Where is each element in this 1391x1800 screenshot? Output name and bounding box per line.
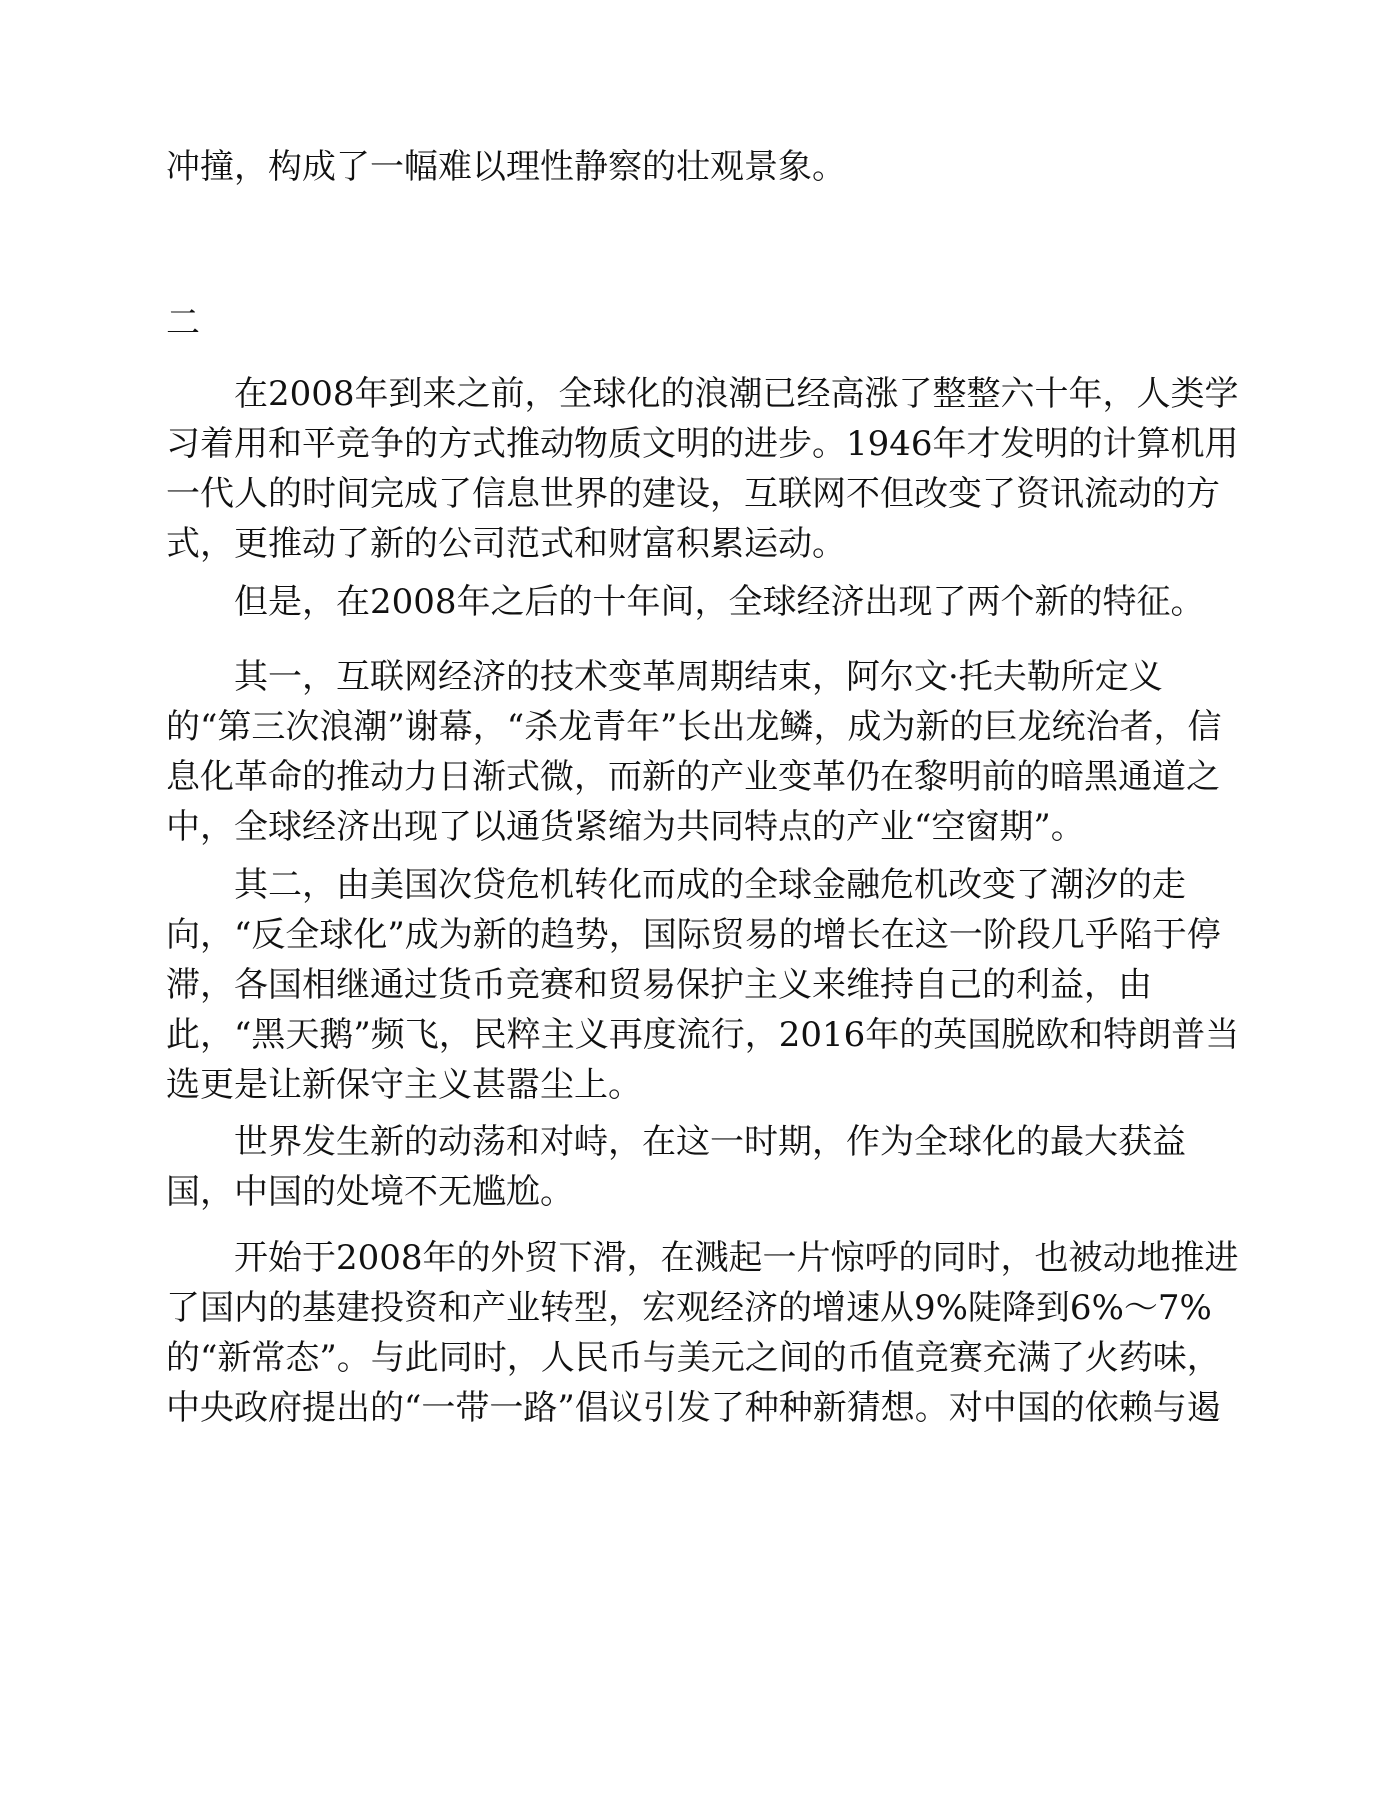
paragraph-line: 习着用和平竞争的方式推动物质文明的进步。1946年才发明的计算机用 <box>166 424 1239 464</box>
paragraph-line: 式，更推动了新的公司范式和财富积累运动。 <box>166 524 846 564</box>
paragraph-line: 了国内的基建投资和产业转型，宏观经济的增速从9%陡降到6%～7% <box>166 1288 1212 1328</box>
paragraph-line: 其一，互联网经济的技术变革周期结束，阿尔文·托夫勒所定义 <box>166 657 1163 697</box>
paragraph-line: 但是，在2008年之后的十年间，全球经济出现了两个新的特征。 <box>166 582 1205 622</box>
paragraph-line: 开始于2008年的外贸下滑，在溅起一片惊呼的同时，也被动地推进 <box>166 1238 1239 1278</box>
paragraph-3 <box>166 652 1226 852</box>
paragraph-line: 一代人的时间完成了信息世界的建设，互联网不但改变了资讯流动的方 <box>166 474 1220 514</box>
paragraph-line: 的“第三次浪潮”谢幕，“杀龙青年”长出龙鳞，成为新的巨龙统治者，信 <box>166 707 1222 747</box>
paragraph-line: 在2008年到来之前，全球化的浪潮已经高涨了整整六十年，人类学 <box>166 374 1239 414</box>
paragraph-line: 的“新常态”。与此同时，人民币与美元之间的币值竞赛充满了火药味， <box>166 1338 1221 1378</box>
paragraph-line: 此，“黑天鹅”频飞，民粹主义再度流行，2016年的英国脱欧和特朗普当 <box>166 1015 1240 1055</box>
paragraph-line: 息化革命的推动力日渐式微，而新的产业变革仍在黎明前的暗黑通道之 <box>166 757 1220 797</box>
paragraph-line: 向，“反全球化”成为新的趋势，国际贸易的增长在这一阶段几乎陷于停 <box>166 915 1221 955</box>
paragraph-line: 滞，各国相继通过货币竞赛和贸易保护主义来维持自己的利益，由 <box>166 965 1152 1005</box>
paragraph-2 <box>166 577 1226 627</box>
paragraph-6 <box>166 1233 1239 1433</box>
paragraph-line: 中央政府提出的“一带一路”倡议引发了种种新猜想。对中国的依赖与遏 <box>166 1388 1221 1428</box>
paragraph-5 <box>166 1117 1226 1217</box>
paragraph-line: 选更是让新保守主义甚嚣尘上。 <box>166 1065 642 1105</box>
paragraph-line: 国，中国的处境不无尴尬。 <box>166 1172 574 1212</box>
paragraph-1 <box>166 369 1239 569</box>
paragraph-continuation <box>166 142 1226 192</box>
section-heading: 二 <box>166 303 200 343</box>
paragraph-line: 其二，由美国次贷危机转化而成的全球金融危机改变了潮汐的走 <box>166 865 1186 905</box>
paragraph-4 <box>166 860 1240 1110</box>
paragraph-line: 中，全球经济出现了以通货紧缩为共同特点的产业“空窗期”。 <box>166 807 1085 847</box>
paragraph-line: 冲撞，构成了一幅难以理性静察的壮观景象。 <box>166 147 846 187</box>
paragraph-line: 世界发生新的动荡和对峙，在这一时期，作为全球化的最大获益 <box>166 1122 1186 1162</box>
